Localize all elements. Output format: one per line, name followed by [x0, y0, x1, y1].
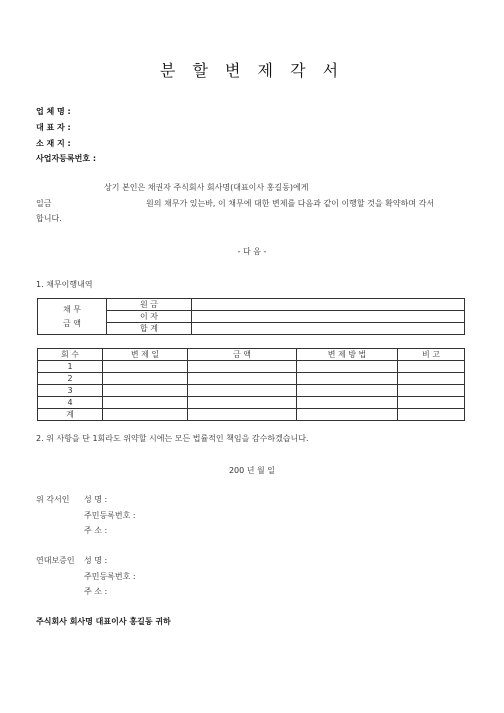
guarantor-role: 연대보증인 [36, 556, 75, 565]
cell[interactable] [103, 385, 188, 397]
row-number: 1 [38, 361, 103, 373]
representative-label: 대 표 자 : [36, 123, 71, 132]
table-row [38, 409, 465, 421]
header-installment: 회 수 [38, 349, 103, 361]
paragraph-line-2b: 원의 채무가 있는바, 이 채무에 대한 변제를 다음과 같이 이행할 것을 확약하며 각서 [146, 199, 435, 208]
cell[interactable] [297, 385, 398, 397]
pledgor-name-label: 성 명 : [84, 495, 108, 504]
section-1-heading: 1. 채무이행내역 [36, 280, 93, 289]
cell[interactable] [103, 397, 188, 409]
table-row [38, 397, 465, 409]
cell[interactable] [188, 373, 297, 385]
center-note: - 다 음 - [237, 247, 267, 256]
debt-group-label [38, 299, 107, 335]
business-number-label: 사업자등록번호 : [36, 154, 97, 163]
pledgor-role: 위 각서인 [36, 495, 70, 504]
cell[interactable] [398, 385, 465, 397]
debt-group-label-1: 채 무 [63, 304, 81, 314]
cell[interactable] [297, 409, 398, 421]
cell[interactable] [103, 409, 188, 421]
row-number: 4 [38, 397, 103, 409]
principal-label: 원 금 [107, 299, 192, 311]
cell[interactable] [103, 373, 188, 385]
cell[interactable] [188, 397, 297, 409]
paragraph-line-3: 합니다. [36, 214, 62, 223]
interest-value[interactable] [192, 311, 465, 323]
guarantor-id-label: 주민등록번호 : [84, 572, 136, 581]
header-amount: 금 액 [188, 349, 297, 361]
guarantor-address-label: 주 소 : [84, 587, 108, 596]
interest-label: 이 자 [107, 311, 192, 323]
cell[interactable] [297, 361, 398, 373]
cell[interactable] [398, 361, 465, 373]
principal-value[interactable] [192, 299, 465, 311]
cell[interactable] [398, 409, 465, 421]
total-value[interactable] [192, 323, 465, 335]
cell[interactable] [188, 409, 297, 421]
debt-group-label-2: 금 액 [63, 318, 81, 328]
cell[interactable] [103, 361, 188, 373]
debt-amount-table [37, 298, 465, 335]
cell[interactable] [188, 385, 297, 397]
cell[interactable] [398, 373, 465, 385]
addressee-footer: 주식회사 회사명 대표이사 홍길동 귀하 [36, 617, 171, 626]
header-remarks: 비 고 [398, 349, 465, 361]
header-payment-method: 변 제 방 법 [297, 349, 398, 361]
repayment-schedule-table [37, 348, 465, 421]
guarantor-name-label: 성 명 : [84, 556, 108, 565]
table-row [38, 373, 465, 385]
pledgor-address-label: 주 소 : [84, 526, 108, 535]
row-number: 2 [38, 373, 103, 385]
cell[interactable] [297, 397, 398, 409]
row-number: 3 [38, 385, 103, 397]
paragraph-line-2a: 일금 [36, 199, 52, 208]
cell[interactable] [188, 361, 297, 373]
table-row [38, 385, 465, 397]
total-label: 합 계 [107, 323, 192, 335]
table-row [38, 361, 465, 373]
date-line: 200 년 월 일 [228, 466, 276, 475]
cell[interactable] [398, 397, 465, 409]
pledgor-id-label: 주민등록번호 : [84, 511, 136, 520]
row-total: 계 [38, 409, 103, 421]
header-payment-date: 변 제 일 [103, 349, 188, 361]
paragraph-line-1: 상기 본인은 채권자 주식회사 회사명(대표이사 홍길동)에게 [104, 183, 309, 192]
document-title: 분 할 변 제 각 서 [159, 61, 345, 80]
company-name-label: 업 체 명 : [36, 107, 71, 116]
cell[interactable] [297, 373, 398, 385]
address-label: 소 재 지 : [36, 139, 71, 148]
section-2-text: 2. 위 사항을 단 1회라도 위약할 시에는 모든 법률적인 책임을 감수하겠습니다. [36, 434, 309, 443]
